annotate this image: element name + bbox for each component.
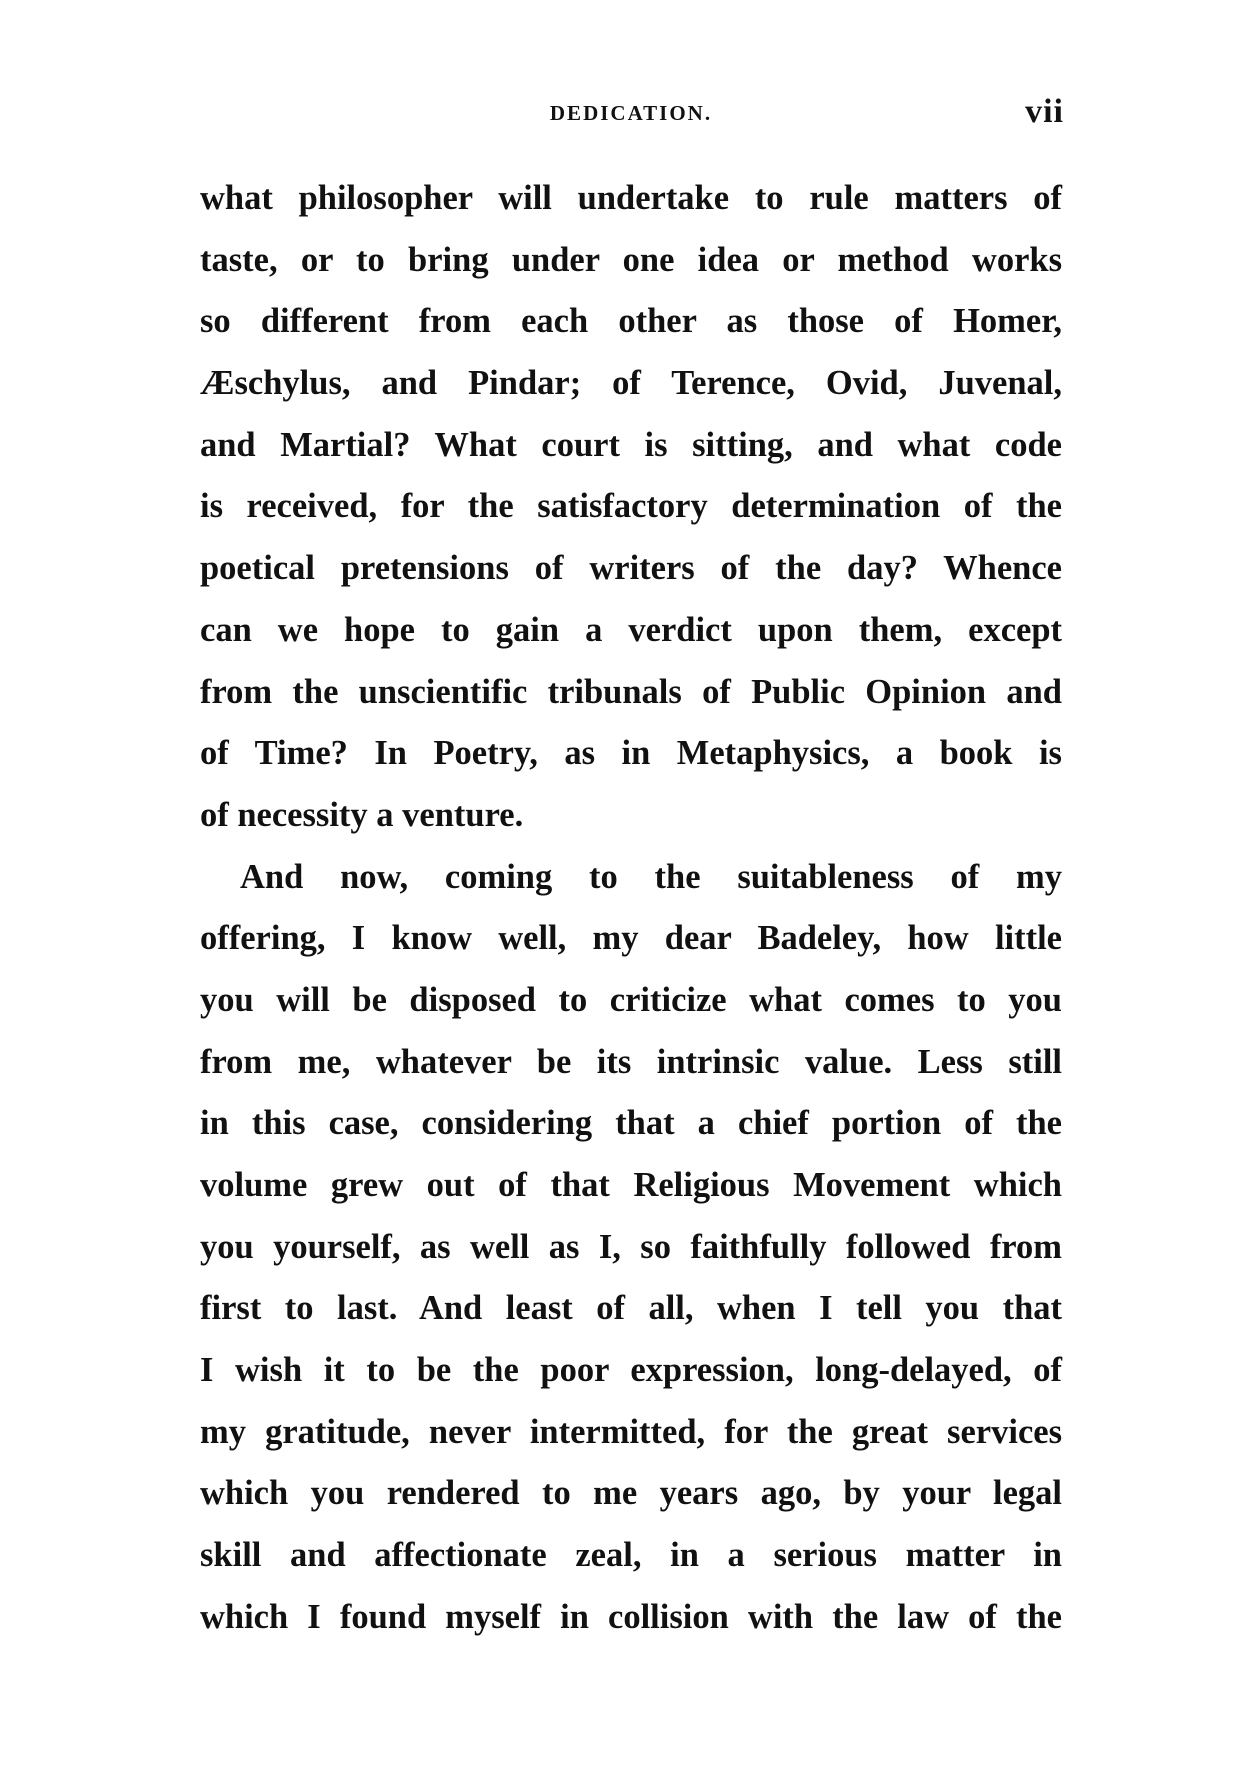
text-line: And now, coming to the suitableness of my [240, 857, 1062, 896]
text-line: my gratitude, never intermitted, for the great services [200, 1412, 1062, 1451]
text-line: from me, whatever be its intrinsic value. Less still [200, 1042, 1062, 1081]
page-number: vii [1025, 93, 1064, 130]
text-line: which you rendered to me years ago, by your legal [200, 1474, 1062, 1513]
text-line: in this case, considering that a chief portion of the [200, 1104, 1062, 1143]
text-line: and Martial? What court is sitting, and what code [200, 425, 1062, 464]
running-title: DEDICATION. [549, 101, 713, 125]
text-line: is received, for the satisfactory determination of the [200, 487, 1062, 526]
text-line: volume grew out of that Religious Movement which [200, 1166, 1062, 1204]
body-text [200, 168, 1062, 1649]
text-line: taste, or to bring under one idea or method works [200, 240, 1062, 279]
text-line: what philosopher will undertake to rule matters of [200, 179, 1062, 217]
text-line: first to last. And least of all, when I tell you that [200, 1289, 1062, 1328]
running-head [200, 95, 1062, 135]
text-line: which I found myself in collision with the law of the [200, 1597, 1062, 1636]
text-line: skill and affectionate zeal, in a serious matter in [200, 1536, 1062, 1575]
text-line: of necessity a venture. [200, 795, 524, 834]
text-line: so different from each other as those of Homer, [200, 302, 1062, 341]
text-line: poetical pretensions of writers of the day? Whence [200, 549, 1062, 588]
text-line: I wish it to be the poor expression, long-delayed, of [200, 1351, 1062, 1390]
text-line: Æschylus, and Pindar; of Terence, Ovid, Juvenal, [200, 364, 1062, 403]
text-line: from the unscientific tribunals of Public Opinion and [200, 672, 1062, 711]
text-line: you will be disposed to criticize what comes to you [200, 980, 1062, 1019]
text-line: can we hope to gain a verdict upon them, except [200, 610, 1062, 649]
text-line: of Time? In Poetry, as in Metaphysics, a book is [200, 734, 1062, 773]
text-line: you yourself, as well as I, so faithfully followed from [200, 1227, 1062, 1266]
text-line: offering, I know well, my dear Badeley, how little [200, 919, 1062, 958]
